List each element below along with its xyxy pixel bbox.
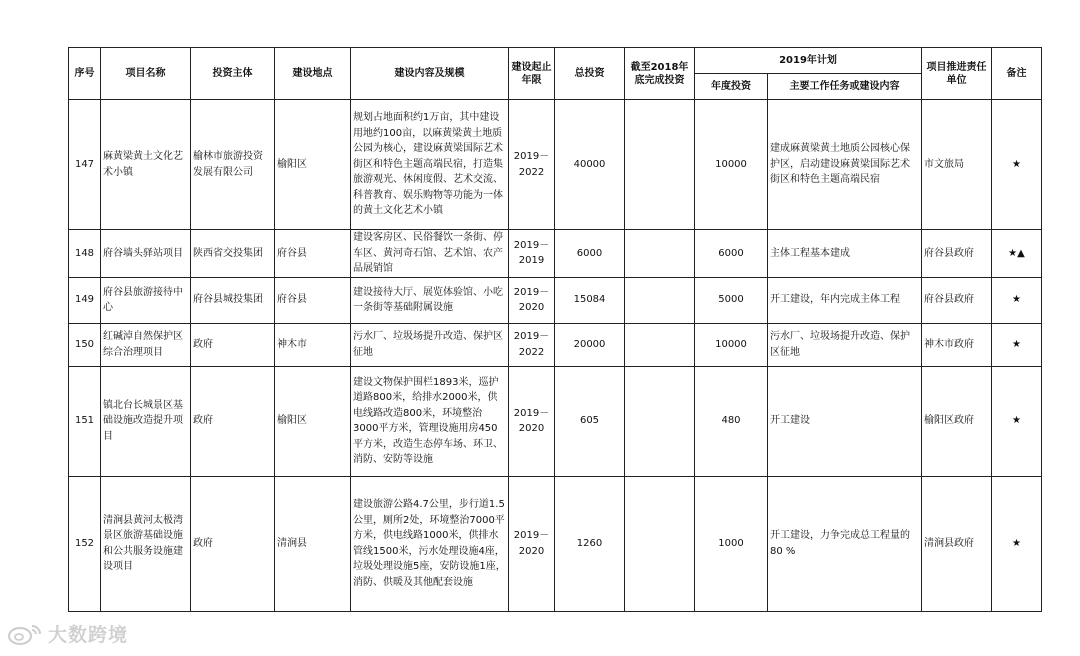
cell-seq: 147 [69,100,101,230]
header-tasks: 主要工作任务或建设内容 [768,74,922,100]
cell-unit: 榆阳区政府 [922,366,992,476]
cell-total: 605 [555,366,625,476]
cell-done2018 [625,230,695,278]
cell-investor: 政府 [191,366,275,476]
cell-investor: 政府 [191,323,275,366]
cell-seq: 149 [69,277,101,323]
cell-name: 府谷县旅游接待中心 [101,277,191,323]
cell-seq: 151 [69,366,101,476]
cell-annual: 6000 [695,230,768,278]
cell-location: 神木市 [275,323,351,366]
cell-total: 6000 [555,230,625,278]
cell-content: 建设旅游公路4.7公里，步行道1.5公里，厕所2处，环境整治7000平方米，供电线路1000米，供排水管线1500米，污水处理设施4座，垃圾处理设施5座，安防设施1座，消防、供暖及其他配套设施 [351,476,509,611]
cell-location: 府谷县 [275,230,351,278]
cell-annual: 5000 [695,277,768,323]
cell-content: 建设客房区、民俗餐饮一条街、停车区、黄河奇石馆、艺术馆、农产品展销馆 [351,230,509,278]
cell-tasks: 污水厂、垃圾场提升改造、保护区征地 [768,323,922,366]
project-table [68,47,1042,612]
cell-done2018 [625,476,695,611]
weibo-logo-icon [6,622,46,646]
cell-unit: 府谷县政府 [922,230,992,278]
cell-name: 清涧县黄河太极湾景区旅游基础设施和公共服务设施建设项目 [101,476,191,611]
cell-done2018 [625,100,695,230]
cell-content: 规划占地面积约1万亩，其中建设用地约100亩，以麻黄梁黄土地质公园为核心，建设麻黄梁国际艺术街区和特色主题高端民宿，打造集旅游观光、休闲度假、艺术交流、科普教育、娱乐购物等功能为一体的黄土文化艺术小镇 [351,100,509,230]
cell-done2018 [625,323,695,366]
cell-annual: 1000 [695,476,768,611]
cell-location: 府谷县 [275,277,351,323]
header-annual: 年度投资 [695,74,768,100]
cell-done2018 [625,366,695,476]
header-name: 项目名称 [101,48,191,100]
table-row [69,323,1042,366]
cell-remark: ★ [992,100,1042,230]
cell-unit: 市文旅局 [922,100,992,230]
cell-remark: ★ [992,366,1042,476]
cell-investor: 政府 [191,476,275,611]
cell-unit: 神木市政府 [922,323,992,366]
cell-total: 15084 [555,277,625,323]
table-row [69,476,1042,611]
cell-period: 2019－2020 [509,366,555,476]
header-period: 建设起止年限 [509,48,555,100]
table-row [69,100,1042,230]
cell-done2018 [625,277,695,323]
cell-content: 建设文物保护围栏1893米，巡护道路800米，给排水2000米，供电线路改造800米，环境整治3000平方米，管理设施用房450平方米，改造生态停车场、环卫、消防、安防等设施 [351,366,509,476]
header-unit: 项目推进责任单位 [922,48,992,100]
cell-seq: 152 [69,476,101,611]
cell-investor: 府谷县城投集团 [191,277,275,323]
cell-content: 建设接待大厅、展览体验馆、小吃一条街等基础附属设施 [351,277,509,323]
cell-content: 污水厂、垃圾场提升改造、保护区征地 [351,323,509,366]
cell-total: 40000 [555,100,625,230]
table-row [69,366,1042,476]
cell-annual: 10000 [695,323,768,366]
cell-tasks: 开工建设 [768,366,922,476]
cell-unit: 府谷县政府 [922,277,992,323]
cell-tasks: 主体工程基本建成 [768,230,922,278]
cell-annual: 10000 [695,100,768,230]
cell-location: 清涧县 [275,476,351,611]
table-row [69,230,1042,278]
cell-unit: 清涧县政府 [922,476,992,611]
cell-remark: ★ [992,277,1042,323]
cell-total: 20000 [555,323,625,366]
header-done-2018: 截至2018年底完成投资 [625,48,695,100]
cell-name: 红碱淖自然保护区综合治理项目 [101,323,191,366]
cell-investor: 榆林市旅游投资发展有限公司 [191,100,275,230]
cell-investor: 陕西省交投集团 [191,230,275,278]
cell-remark: ★▲ [992,230,1042,278]
table-row [69,277,1042,323]
cell-seq: 150 [69,323,101,366]
cell-period: 2019－2020 [509,476,555,611]
cell-total: 1260 [555,476,625,611]
cell-name: 镇北台长城景区基础设施改造提升项目 [101,366,191,476]
cell-seq: 148 [69,230,101,278]
cell-tasks: 开工建设，年内完成主体工程 [768,277,922,323]
cell-period: 2019－2019 [509,230,555,278]
header-location: 建设地点 [275,48,351,100]
cell-period: 2019－2022 [509,100,555,230]
cell-tasks: 开工建设，力争完成总工程量的80 % [768,476,922,611]
cell-remark: ★ [992,323,1042,366]
cell-annual: 480 [695,366,768,476]
cell-location: 榆阳区 [275,366,351,476]
header-seq: 序号 [69,48,101,100]
cell-period: 2019－2020 [509,277,555,323]
header-plan-2019: 2019年计划 [695,48,922,74]
cell-name: 麻黄梁黄土文化艺术小镇 [101,100,191,230]
cell-tasks: 建成麻黄梁黄土地质公园核心保护区，启动建设麻黄梁国际艺术街区和特色主题高端民宿 [768,100,922,230]
watermark-text: 大数跨境 [48,624,129,646]
header-content: 建设内容及规模 [351,48,509,100]
cell-period: 2019－2022 [509,323,555,366]
header-total: 总投资 [555,48,625,100]
header-remark: 备注 [992,48,1042,100]
watermark [6,620,128,647]
cell-name: 府谷墙头驿站项目 [101,230,191,278]
cell-remark: ★ [992,476,1042,611]
header-investor: 投资主体 [191,48,275,100]
cell-location: 榆阳区 [275,100,351,230]
